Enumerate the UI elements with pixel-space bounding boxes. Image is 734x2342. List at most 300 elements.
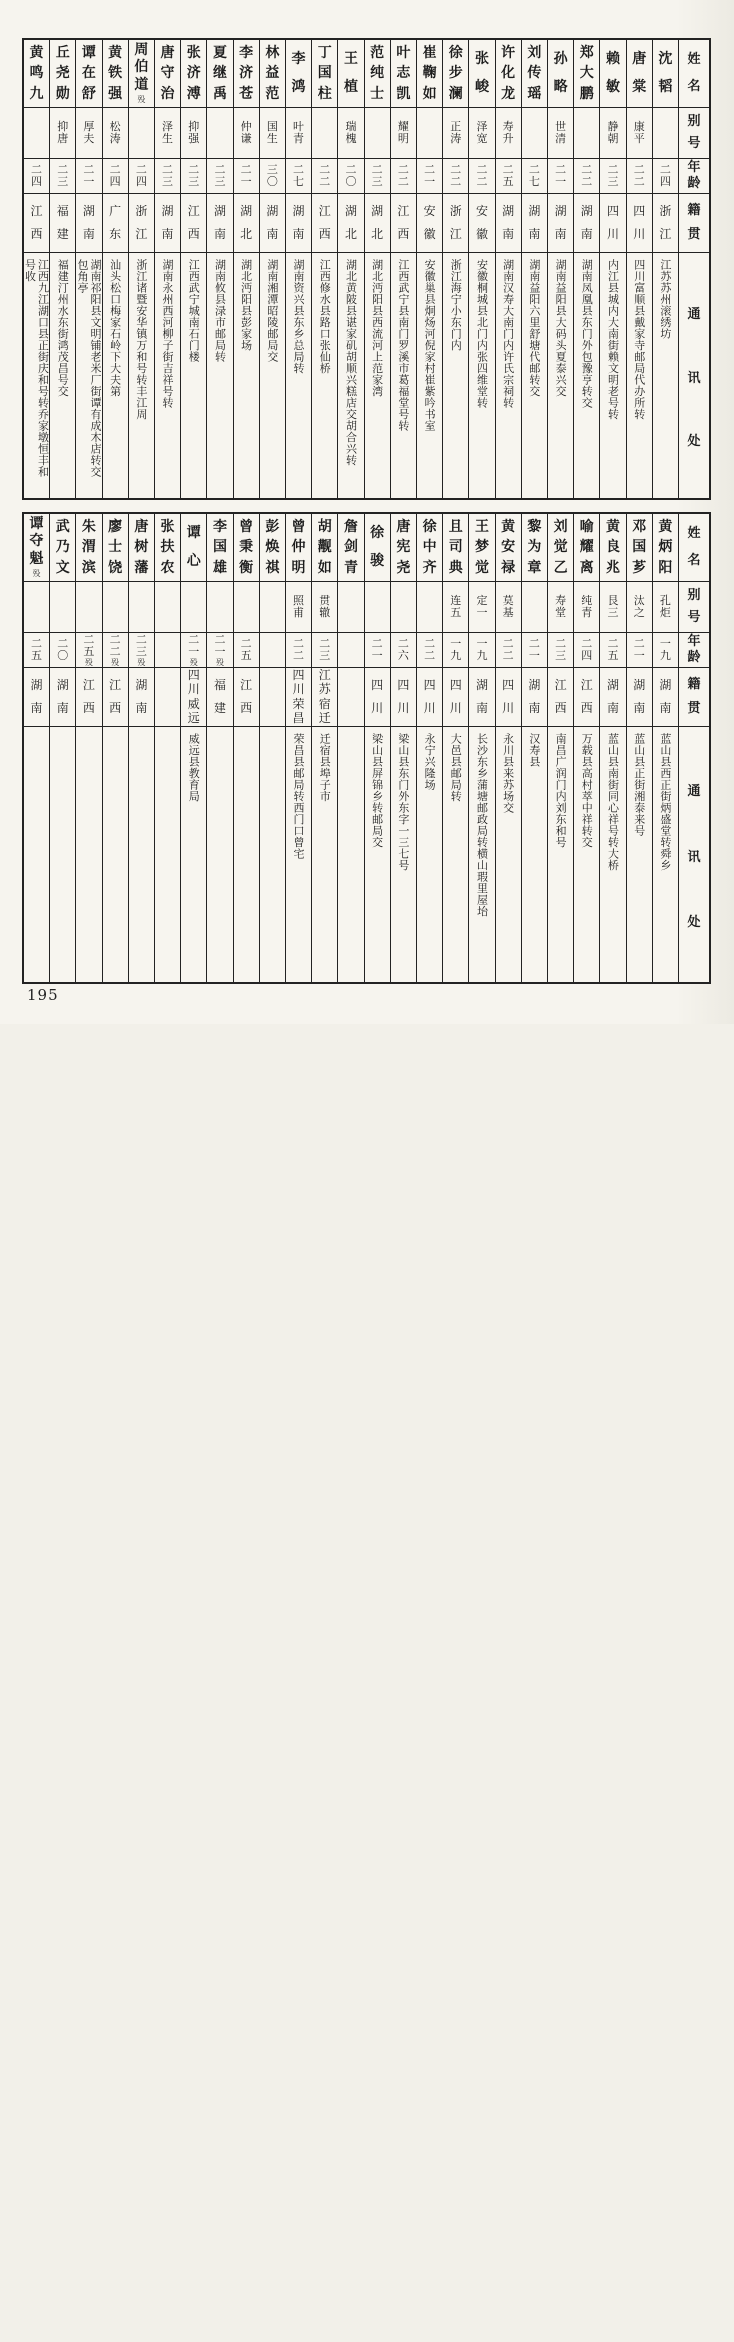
person-origin: 湖 南: [600, 668, 625, 727]
person-alias: [365, 108, 390, 159]
person-alias: 寿 堂: [548, 582, 573, 633]
person-origin: 四 川: [391, 668, 416, 727]
person-origin: 湖 北: [338, 194, 363, 253]
person-address: 江西九江湖口县正街庆和号转乔家墩恒丰和号收: [23, 259, 50, 478]
person-column: [495, 40, 521, 498]
person-address: 湖南湘潭昭陵邮局交: [265, 259, 279, 363]
person-alias: 寿 升: [496, 108, 521, 159]
person-name: 李 国 雄: [207, 514, 232, 582]
person-origin: 四 川: [600, 194, 625, 253]
person-origin: 四 川: [443, 668, 468, 727]
person-name: 范 纯 士: [365, 40, 390, 108]
person-alias: [417, 108, 442, 159]
person-alias: [129, 108, 154, 159]
person-column: [75, 514, 101, 982]
person-age: 二 〇: [50, 633, 75, 668]
person-address: 南昌广润门内刘东和号: [554, 733, 568, 848]
person-name: 张 峻: [469, 40, 494, 108]
scanned-directory-page: [0, 0, 734, 1024]
person-alias: 国 生: [260, 108, 285, 159]
person-origin: 湖 南: [207, 194, 232, 253]
person-address: 威远县教育局: [187, 733, 201, 802]
person-address: 蓝山县南街同心祥号转大桥: [606, 733, 620, 871]
person-origin: 四 川: [365, 668, 390, 727]
person-age: 一 九: [653, 633, 678, 668]
person-alias: 莫 基: [496, 582, 521, 633]
person-origin: 湖 南: [76, 194, 101, 253]
person-origin: 浙 江: [653, 194, 678, 253]
person-alias: [76, 582, 101, 633]
person-age: 二 一: [627, 633, 652, 668]
person-column: [442, 40, 468, 498]
person-origin: [155, 668, 180, 727]
person-address: 湖南永州西河柳子街吉祥号转: [161, 259, 175, 409]
person-age: 二 二: [391, 159, 416, 194]
person-age: 一 九: [469, 633, 494, 668]
person-column: [285, 514, 311, 982]
person-age: 二 二: [443, 159, 468, 194]
person-address: 汕头松口梅家石岭下大夫第: [108, 259, 122, 397]
person-name: 孙 略: [548, 40, 573, 108]
person-alias: [417, 582, 442, 633]
person-address: 湖南益阳县大码头夏泰兴交: [554, 259, 568, 397]
person-column: [442, 514, 468, 982]
person-name: 彭 焕 祺: [260, 514, 285, 582]
person-origin: 湖 南: [574, 194, 599, 253]
person-origin: 四 川: [627, 194, 652, 253]
person-column: [626, 514, 652, 982]
person-alias: 泽 宽: [469, 108, 494, 159]
person-column: [547, 40, 573, 498]
person-name: 喻 耀 离: [574, 514, 599, 582]
person-age: 二 五 殁: [76, 633, 101, 668]
person-name: 张 扶 农: [155, 514, 180, 582]
person-column: [259, 40, 285, 498]
person-name: 唐 树 藩: [129, 514, 154, 582]
column-header-age: 年 龄: [679, 159, 709, 194]
person-name: 刘 觉 乙: [548, 514, 573, 582]
person-alias: [50, 582, 75, 633]
person-name: 徐 骏: [365, 514, 390, 582]
person-age: 二 三 殁: [129, 633, 154, 668]
person-address: [24, 727, 49, 982]
person-age: 二 三: [548, 633, 573, 668]
person-address: 浙江诸暨安华镇万和号转丰江周: [134, 259, 148, 420]
column-header-address: 通 讯 处: [687, 783, 701, 931]
person-column: [573, 514, 599, 982]
person-age: 二 三: [50, 159, 75, 194]
person-address: 永宁兴隆场: [423, 733, 437, 791]
person-name: 王 梦 觉: [469, 514, 494, 582]
person-column: [259, 514, 285, 982]
person-column: [364, 514, 390, 982]
person-alias: 松 涛: [103, 108, 128, 159]
person-age: 二 一 殁: [207, 633, 232, 668]
person-alias: [129, 582, 154, 633]
person-column: [75, 40, 101, 498]
person-column: [390, 40, 416, 498]
person-age: 二 四: [24, 159, 49, 194]
person-origin: 湖 南: [627, 668, 652, 727]
person-address: 福建汀州水东街鸿茂昌号交: [56, 259, 70, 397]
footnote-mark: 殁: [32, 569, 41, 579]
column-header-alias: 别 号: [679, 108, 709, 159]
person-column: [599, 514, 625, 982]
person-origin: [260, 668, 285, 727]
person-column: [180, 40, 206, 498]
person-column: [652, 514, 678, 982]
person-column: [337, 514, 363, 982]
person-address: 湖南祁阳县文明铺老米厂街谭有成木店转交包角亭: [75, 259, 102, 478]
person-name: 黄 鸣 九: [24, 40, 49, 108]
person-alias: 正 涛: [443, 108, 468, 159]
person-alias: [312, 108, 337, 159]
person-alias: 世 清: [548, 108, 573, 159]
person-address: 万载县高村萃中祥转交: [580, 733, 594, 848]
footnote-mark: 殁: [137, 95, 146, 105]
person-origin: 四 川 威 远: [181, 668, 206, 727]
person-name: 丘 尧 勋: [50, 40, 75, 108]
footnote-mark: 殁: [215, 657, 224, 667]
person-alias: [207, 108, 232, 159]
person-address: 梁山县东门外东字一三七号: [396, 733, 410, 871]
person-alias: [391, 582, 416, 633]
person-name: 王 植: [338, 40, 363, 108]
footnote-mark: 殁: [111, 657, 120, 667]
roster-table-bottom: [22, 512, 711, 984]
person-name: 周 伯 道 殁: [129, 40, 154, 108]
person-origin: 湖 南: [286, 194, 311, 253]
person-origin: 湖 南: [469, 668, 494, 727]
person-column: [311, 40, 337, 498]
page-number: 195: [27, 986, 59, 1004]
person-alias: 艮 三: [600, 582, 625, 633]
person-alias: [522, 582, 547, 633]
person-address: 梁山县屏锦乡转邮局交: [370, 733, 384, 848]
person-column: [285, 40, 311, 498]
person-column: [599, 40, 625, 498]
person-alias: 定 一: [469, 582, 494, 633]
header-column: [678, 514, 709, 982]
person-address: [155, 727, 180, 982]
column-header-name: 姓 名: [679, 40, 709, 108]
person-age: 二 六: [391, 633, 416, 668]
person-address: 江西武宁城南石门楼: [187, 259, 201, 363]
person-age: 二 四: [129, 159, 154, 194]
person-age: 二 五: [600, 633, 625, 668]
person-origin: 四 川 荣 昌: [286, 668, 311, 727]
person-column: [24, 514, 49, 982]
column-header-address: 通 讯 处: [687, 307, 701, 449]
person-name: 朱 渭 滨: [76, 514, 101, 582]
person-column: [390, 514, 416, 982]
person-age: 一 九: [443, 633, 468, 668]
person-address: 安徽桐城县北门内张四维堂转: [475, 259, 489, 409]
person-name: 林 益 范: [260, 40, 285, 108]
person-age: 二 五: [234, 633, 259, 668]
person-age: 二 四: [574, 633, 599, 668]
person-name: 胡 觏 如: [312, 514, 337, 582]
person-column: [364, 40, 390, 498]
column-header-origin: 籍 贯: [679, 668, 709, 727]
person-origin: 江 西: [181, 194, 206, 253]
person-address: [50, 727, 75, 982]
person-alias: [653, 108, 678, 159]
person-alias: [207, 582, 232, 633]
person-age: 二 二 殁: [103, 633, 128, 668]
person-alias: [522, 108, 547, 159]
person-age: 二 一: [548, 159, 573, 194]
person-origin: 安 徽: [417, 194, 442, 253]
person-name: 李 鸿: [286, 40, 311, 108]
person-age: 二 三: [155, 159, 180, 194]
column-header-origin: 籍 贯: [679, 194, 709, 253]
person-name: 且 司 典: [443, 514, 468, 582]
person-address: 湖北黄陂县谌家矶胡顺兴糕店交胡合兴转: [344, 259, 358, 466]
person-age: 二 一 殁: [181, 633, 206, 668]
person-address: 浙江海宁小东门内: [449, 259, 463, 351]
person-origin: 浙 江: [129, 194, 154, 253]
person-alias: 照 甫: [286, 582, 311, 633]
person-origin: [338, 668, 363, 727]
footnote-mark: 殁: [137, 657, 146, 667]
person-age: 二 四: [653, 159, 678, 194]
person-address: [260, 727, 285, 982]
person-alias: [24, 582, 49, 633]
person-name: 唐 棠: [627, 40, 652, 108]
person-column: [416, 40, 442, 498]
person-origin: 湖 南: [522, 194, 547, 253]
person-name: 谭 在 舒: [76, 40, 101, 108]
person-origin: 江 西: [574, 668, 599, 727]
person-age: 二 三: [600, 159, 625, 194]
person-alias: 贯 辙: [312, 582, 337, 633]
person-age: 二 四: [103, 159, 128, 194]
person-origin: 江 西: [548, 668, 573, 727]
column-header-age: 年 龄: [679, 633, 709, 668]
person-column: [206, 514, 232, 982]
person-column: [102, 40, 128, 498]
person-origin: 江 西: [234, 668, 259, 727]
person-address: 迁宿县埠子市: [318, 733, 332, 802]
person-alias: 叶 青: [286, 108, 311, 159]
person-alias: 康 平: [627, 108, 652, 159]
person-age: 二 二: [469, 159, 494, 194]
person-age: 二 五: [496, 159, 521, 194]
person-age: [260, 633, 285, 668]
person-column: [233, 40, 259, 498]
person-name: 夏 继 禹: [207, 40, 232, 108]
person-name: 黄 良 兆: [600, 514, 625, 582]
person-name: 丁 国 柱: [312, 40, 337, 108]
person-name: 黎 为 章: [522, 514, 547, 582]
person-address: 湖南资兴县东乡总局转: [292, 259, 306, 374]
person-column: [547, 514, 573, 982]
person-age: 二 二: [496, 633, 521, 668]
person-alias: [574, 108, 599, 159]
person-column: [337, 40, 363, 498]
person-address: 蓝山县西正街炳盛堂转舜乡: [658, 733, 672, 871]
person-alias: 纯 青: [574, 582, 599, 633]
person-age: 二 一: [234, 159, 259, 194]
person-address: 内江县城内大南街赖文明老号转: [606, 259, 620, 420]
person-age: 二 一: [417, 159, 442, 194]
person-name: 詹 剑 青: [338, 514, 363, 582]
column-header-name: 姓 名: [679, 514, 709, 582]
person-address: 长沙东乡蒲塘邮政局转横山瑕里屋坮: [475, 733, 489, 917]
roster-table-top: [22, 38, 711, 500]
person-name: 黄 安 禄: [496, 514, 521, 582]
person-alias: 抑 强: [181, 108, 206, 159]
person-column: [102, 514, 128, 982]
person-origin: 湖 南: [129, 668, 154, 727]
person-name: 武 乃 文: [50, 514, 75, 582]
person-alias: [365, 582, 390, 633]
person-age: 二 二: [417, 633, 442, 668]
person-name: 黄 铁 强: [103, 40, 128, 108]
person-alias: 汰 之: [627, 582, 652, 633]
person-address: 荣昌县邮局转西门口曾宅: [292, 733, 306, 860]
person-address: [207, 727, 232, 982]
person-column: [206, 40, 232, 498]
person-alias: [103, 582, 128, 633]
person-origin: 福 建: [207, 668, 232, 727]
person-column: [573, 40, 599, 498]
person-name: 徐 步 澜: [443, 40, 468, 108]
person-column: [49, 40, 75, 498]
person-origin: 江 西: [312, 194, 337, 253]
person-age: 二 三: [365, 159, 390, 194]
person-name: 许 化 龙: [496, 40, 521, 108]
person-origin: 湖 南: [50, 668, 75, 727]
person-column: [468, 514, 494, 982]
person-age: 二 二: [574, 159, 599, 194]
person-age: 二 一: [522, 633, 547, 668]
column-header-alias: 别 号: [679, 582, 709, 633]
person-alias: [260, 582, 285, 633]
person-alias: 抑 唐: [50, 108, 75, 159]
page: [0, 0, 734, 1024]
person-origin: 浙 江: [443, 194, 468, 253]
person-alias: [338, 582, 363, 633]
person-origin: 湖 南: [24, 668, 49, 727]
person-alias: 瑞 槐: [338, 108, 363, 159]
person-name: 唐 守 治: [155, 40, 180, 108]
person-column: [311, 514, 337, 982]
person-name: 崔 鞠 如: [417, 40, 442, 108]
person-column: [154, 40, 180, 498]
person-age: [155, 633, 180, 668]
person-alias: [155, 582, 180, 633]
person-origin: 江 西: [24, 194, 49, 253]
person-column: [468, 40, 494, 498]
person-column: [128, 40, 154, 498]
person-origin: 广 东: [103, 194, 128, 253]
footnote-mark: 殁: [84, 657, 93, 667]
person-column: [416, 514, 442, 982]
person-origin: 湖 北: [365, 194, 390, 253]
person-name: 邓 国 芗: [627, 514, 652, 582]
person-name: 沈 韬: [653, 40, 678, 108]
person-address: [129, 727, 154, 982]
person-origin: 湖 南: [548, 194, 573, 253]
person-address: [338, 727, 363, 982]
person-name: 廖 士 饶: [103, 514, 128, 582]
person-address: [76, 727, 101, 982]
person-alias: [234, 582, 259, 633]
person-name: 黄 炳 阳: [653, 514, 678, 582]
person-address: [103, 727, 128, 982]
person-name: 郑 大 鹏: [574, 40, 599, 108]
person-age: 二 二: [312, 159, 337, 194]
person-origin: 江 西: [76, 668, 101, 727]
person-age: 二 五: [24, 633, 49, 668]
person-address: 湖南汉寿大南门内许氏宗祠转: [501, 259, 515, 409]
person-alias: 仲 谦: [234, 108, 259, 159]
person-origin: 湖 南: [653, 668, 678, 727]
footnote-mark: 殁: [189, 657, 198, 667]
person-address: 江西武宁县南门罗溪市葛福堂号转: [396, 259, 410, 432]
person-alias: 连 五: [443, 582, 468, 633]
person-name: 叶 志 凯: [391, 40, 416, 108]
person-origin: 安 徽: [469, 194, 494, 253]
person-column: [154, 514, 180, 982]
person-column: [180, 514, 206, 982]
person-origin: 湖 北: [234, 194, 259, 253]
person-name: 曾 秉 衡: [234, 514, 259, 582]
person-age: [338, 633, 363, 668]
person-origin: 湖 南: [260, 194, 285, 253]
person-origin: 四 川: [417, 668, 442, 727]
person-column: [233, 514, 259, 982]
person-age: 二 七: [286, 159, 311, 194]
person-address: 大邑县邮局转: [449, 733, 463, 802]
person-alias: 孔 炬: [653, 582, 678, 633]
person-origin: 江 西: [391, 194, 416, 253]
person-column: [24, 40, 49, 498]
person-address: 汉寿县: [527, 733, 541, 768]
person-name: 谭 心: [181, 514, 206, 582]
person-name: 李 济 苍: [234, 40, 259, 108]
person-column: [521, 514, 547, 982]
person-name: 张 济 溥: [181, 40, 206, 108]
person-address: 江苏苏州滚绣坊: [658, 259, 672, 340]
person-name: 谭 夺 魁 殁: [24, 514, 49, 582]
person-origin: 湖 南: [522, 668, 547, 727]
person-age: 二 〇: [338, 159, 363, 194]
person-origin: 四 川: [496, 668, 521, 727]
person-address: 湖北沔阳县西流河上范家湾: [370, 259, 384, 397]
person-name: 赖 敏: [600, 40, 625, 108]
person-age: 三 〇: [260, 159, 285, 194]
person-age: 二 一: [76, 159, 101, 194]
person-column: [521, 40, 547, 498]
person-column: [495, 514, 521, 982]
person-alias: 静 朝: [600, 108, 625, 159]
person-origin: 江 西: [103, 668, 128, 727]
person-address: 安徽巢县炯炀河倪家村崔紫吟书室: [423, 259, 437, 432]
header-column: [678, 40, 709, 498]
person-age: 二 三: [181, 159, 206, 194]
person-alias: 耀 明: [391, 108, 416, 159]
person-name: 唐 宪 尧: [391, 514, 416, 582]
person-address: 蓝山县正街湘泰来号: [632, 733, 646, 837]
person-address: 江西修水县路口张仙桥: [318, 259, 332, 374]
person-origin: 福 建: [50, 194, 75, 253]
person-alias: 泽 生: [155, 108, 180, 159]
person-address: 永川县来苏场交: [501, 733, 515, 814]
person-address: 湖南凤凰县东门外包豫亨转交: [580, 259, 594, 409]
